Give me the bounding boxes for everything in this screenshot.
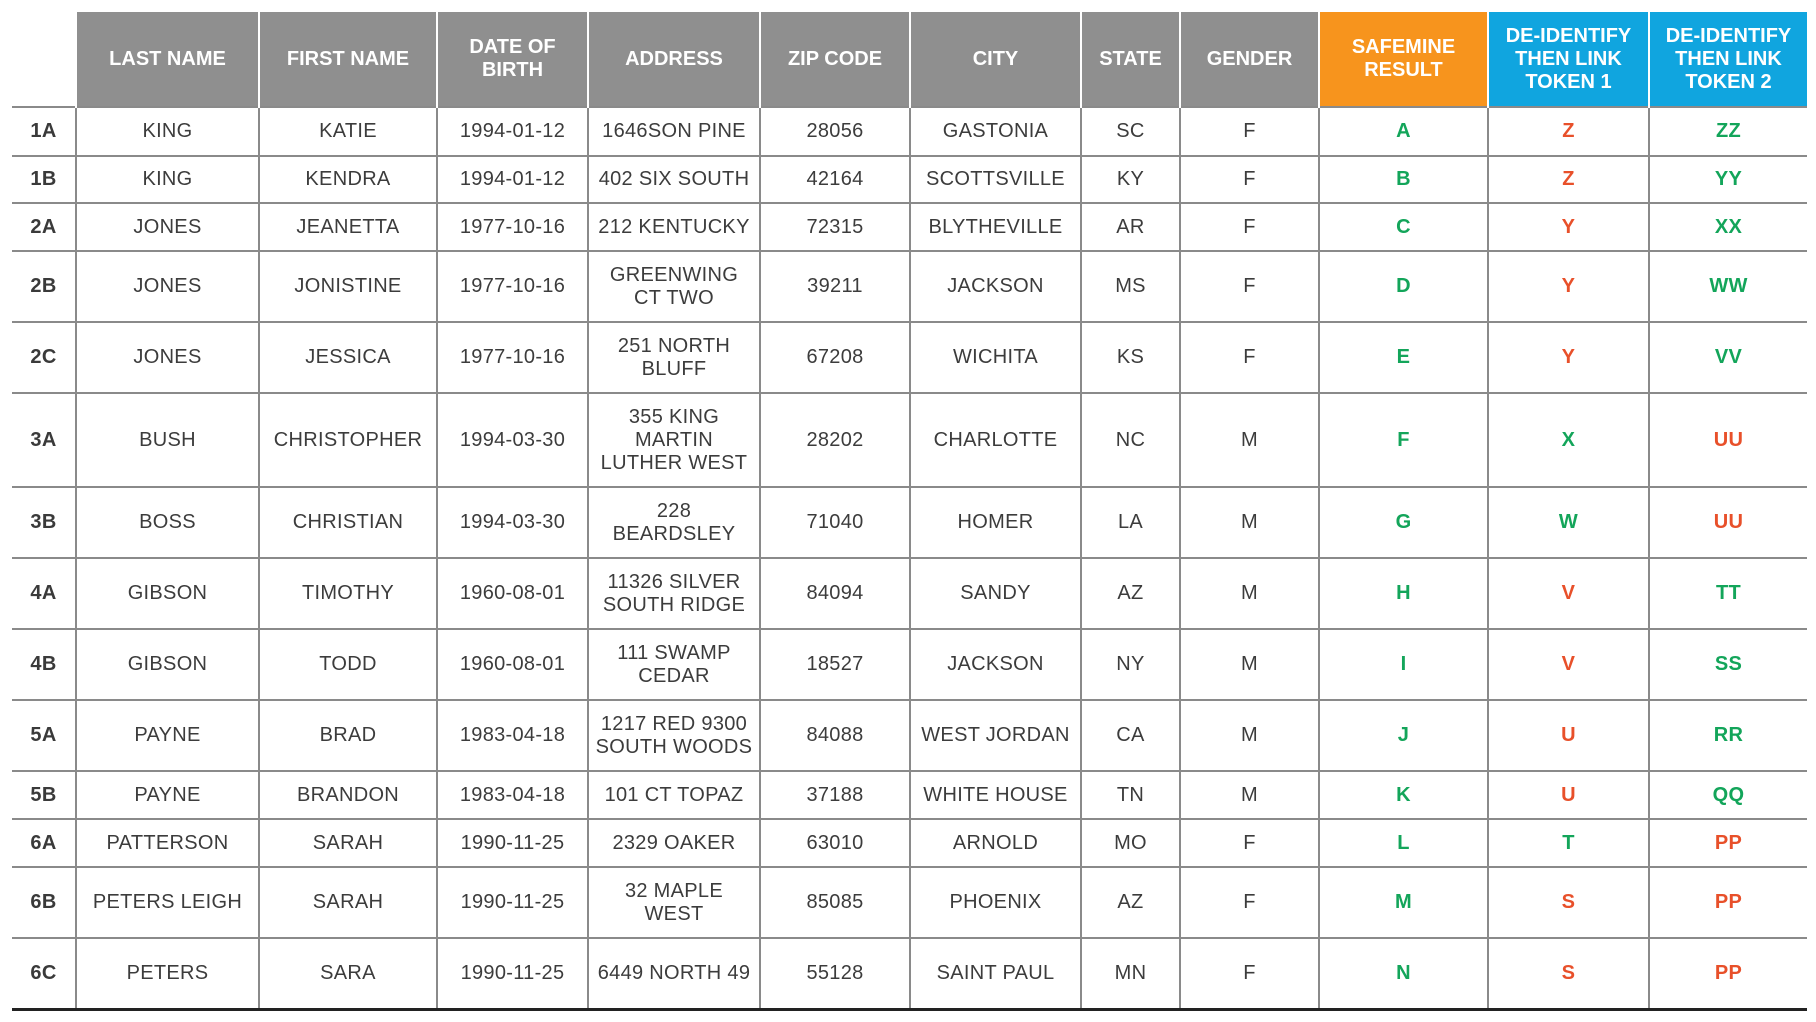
gender-cell: F [1180,938,1319,1009]
zip-code-cell: 39211 [760,251,910,322]
address-cell: 32 MAPLE WEST [588,867,760,938]
dob-cell: 1994-01-12 [437,107,588,156]
dob-cell: 1977-10-16 [437,322,588,393]
state-cell: MS [1081,251,1180,322]
first-name-cell: KENDRA [259,156,437,203]
address-cell: 101 CT TOPAZ [588,771,760,819]
state-cell: NC [1081,393,1180,487]
city-cell: ARNOLD [910,819,1081,867]
city-cell: WEST JORDAN [910,700,1081,771]
safemine-result-cell: F [1319,393,1488,487]
row-id-cell: 2B [12,251,76,322]
row-id-cell: 3B [12,487,76,558]
zip-code-cell: 84094 [760,558,910,629]
address-cell: 1646SON PINE [588,107,760,156]
first-name-cell: TODD [259,629,437,700]
last-name-cell: JONES [76,322,259,393]
first-name-cell: JONISTINE [259,251,437,322]
city-cell: PHOENIX [910,867,1081,938]
dob-cell: 1994-03-30 [437,487,588,558]
city-cell: CHARLOTTE [910,393,1081,487]
row-id-cell: 4A [12,558,76,629]
last-name-cell: GIBSON [76,558,259,629]
zip-code-cell: 28056 [760,107,910,156]
row-id-cell: 5B [12,771,76,819]
token-1-cell: T [1488,819,1649,867]
city-cell: GASTONIA [910,107,1081,156]
token-2-cell: XX [1649,203,1807,251]
dob-cell: 1983-04-18 [437,771,588,819]
token-2-cell: ZZ [1649,107,1807,156]
token-2-cell: PP [1649,938,1807,1009]
safemine-result-cell: J [1319,700,1488,771]
token-2-cell: QQ [1649,771,1807,819]
last-name-cell: PAYNE [76,700,259,771]
table-row [12,487,1807,558]
zip-code-cell: 71040 [760,487,910,558]
safemine-result-cell: A [1319,107,1488,156]
table-row [12,629,1807,700]
row-id-cell: 6B [12,867,76,938]
address-header: ADDRESS [588,12,760,107]
table-header [12,12,1807,107]
dob-cell: 1983-04-18 [437,700,588,771]
token-1-header: DE-IDENTIFY THEN LINK TOKEN 1 [1488,12,1649,107]
table-row [12,700,1807,771]
row-id-cell: 1B [12,156,76,203]
token-1-cell: W [1488,487,1649,558]
state-cell: AR [1081,203,1180,251]
zip-code-cell: 63010 [760,819,910,867]
gender-cell: M [1180,558,1319,629]
gender-cell: F [1180,203,1319,251]
dob-cell: 1977-10-16 [437,203,588,251]
city-cell: BLYTHEVILLE [910,203,1081,251]
state-cell: CA [1081,700,1180,771]
state-cell: AZ [1081,558,1180,629]
token-2-cell: SS [1649,629,1807,700]
gender-cell: M [1180,700,1319,771]
table-row [12,156,1807,203]
address-cell: 111 SWAMP CEDAR [588,629,760,700]
state-cell: MO [1081,819,1180,867]
zip-code-header: ZIP CODE [760,12,910,107]
city-header: CITY [910,12,1081,107]
token-2-cell: WW [1649,251,1807,322]
token-1-cell: Y [1488,203,1649,251]
token-2-cell: TT [1649,558,1807,629]
gender-cell: F [1180,322,1319,393]
safemine-result-header: SAFEMINE RESULT [1319,12,1488,107]
last-name-cell: PATTERSON [76,819,259,867]
table-row [12,867,1807,938]
state-cell: TN [1081,771,1180,819]
address-cell: 228 BEARDSLEY [588,487,760,558]
token-2-cell: RR [1649,700,1807,771]
gender-cell: M [1180,393,1319,487]
first-name-header: FIRST NAME [259,12,437,107]
dob-cell: 1960-08-01 [437,558,588,629]
token-1-cell: Z [1488,107,1649,156]
last-name-cell: PAYNE [76,771,259,819]
last-name-header: LAST NAME [76,12,259,107]
row-id-cell: 1A [12,107,76,156]
token-2-cell: UU [1649,487,1807,558]
row-id-cell: 6A [12,819,76,867]
gender-header: GENDER [1180,12,1319,107]
first-name-cell: CHRISTIAN [259,487,437,558]
address-cell: 212 KENTUCKY [588,203,760,251]
dob-cell: 1960-08-01 [437,629,588,700]
state-cell: MN [1081,938,1180,1009]
safemine-result-cell: D [1319,251,1488,322]
city-cell: WICHITA [910,322,1081,393]
table-row [12,322,1807,393]
safemine-result-cell: N [1319,938,1488,1009]
last-name-cell: KING [76,107,259,156]
table-row [12,203,1807,251]
safemine-result-cell: H [1319,558,1488,629]
zip-code-cell: 84088 [760,700,910,771]
safemine-result-cell: C [1319,203,1488,251]
gender-cell: M [1180,487,1319,558]
dob-cell: 1990-11-25 [437,819,588,867]
safemine-result-cell: E [1319,322,1488,393]
city-cell: SAINT PAUL [910,938,1081,1009]
dob-cell: 1977-10-16 [437,251,588,322]
token-1-cell: X [1488,393,1649,487]
city-cell: JACKSON [910,629,1081,700]
state-cell: KS [1081,322,1180,393]
safemine-result-cell: L [1319,819,1488,867]
safemine-result-cell: G [1319,487,1488,558]
dob-cell: 1990-11-25 [437,867,588,938]
address-cell: 2329 OAKER [588,819,760,867]
last-name-cell: GIBSON [76,629,259,700]
token-2-cell: YY [1649,156,1807,203]
token-1-cell: V [1488,629,1649,700]
city-cell: SCOTTSVILLE [910,156,1081,203]
token-2-cell: UU [1649,393,1807,487]
row-id-cell: 3A [12,393,76,487]
token-2-cell: VV [1649,322,1807,393]
address-cell: 251 NORTH BLUFF [588,322,760,393]
first-name-cell: JEANETTA [259,203,437,251]
table-row [12,393,1807,487]
last-name-cell: JONES [76,251,259,322]
first-name-cell: CHRISTOPHER [259,393,437,487]
state-cell: KY [1081,156,1180,203]
zip-code-cell: 67208 [760,322,910,393]
record-linkage-table-container [12,12,1807,1011]
last-name-cell: BOSS [76,487,259,558]
state-cell: SC [1081,107,1180,156]
token-1-cell: S [1488,938,1649,1009]
zip-code-cell: 85085 [760,867,910,938]
token-1-cell: U [1488,700,1649,771]
first-name-cell: SARAH [259,819,437,867]
dob-header: DATE OF BIRTH [437,12,588,107]
gender-cell: M [1180,629,1319,700]
table-row [12,819,1807,867]
first-name-cell: TIMOTHY [259,558,437,629]
token-2-header: DE-IDENTIFY THEN LINK TOKEN 2 [1649,12,1807,107]
last-name-cell: PETERS LEIGH [76,867,259,938]
row-id-header [12,12,76,107]
table-row [12,771,1807,819]
gender-cell: M [1180,771,1319,819]
table-row [12,251,1807,322]
address-cell: GREENWING CT TWO [588,251,760,322]
gender-cell: F [1180,251,1319,322]
first-name-cell: BRAD [259,700,437,771]
address-cell: 1217 RED 9300 SOUTH WOODS [588,700,760,771]
last-name-cell: BUSH [76,393,259,487]
token-2-cell: PP [1649,867,1807,938]
first-name-cell: JESSICA [259,322,437,393]
token-2-cell: PP [1649,819,1807,867]
token-1-cell: S [1488,867,1649,938]
last-name-cell: KING [76,156,259,203]
zip-code-cell: 42164 [760,156,910,203]
zip-code-cell: 37188 [760,771,910,819]
first-name-cell: SARAH [259,867,437,938]
dob-cell: 1994-03-30 [437,393,588,487]
gender-cell: F [1180,819,1319,867]
safemine-result-cell: M [1319,867,1488,938]
dob-cell: 1990-11-25 [437,938,588,1009]
gender-cell: F [1180,156,1319,203]
zip-code-cell: 72315 [760,203,910,251]
address-cell: 402 SIX SOUTH [588,156,760,203]
table-body [12,107,1807,1009]
safemine-result-cell: K [1319,771,1488,819]
address-cell: 11326 SILVER SOUTH RIDGE [588,558,760,629]
state-cell: AZ [1081,867,1180,938]
table-row [12,938,1807,1009]
address-cell: 355 KING MARTIN LUTHER WEST [588,393,760,487]
token-1-cell: Z [1488,156,1649,203]
city-cell: SANDY [910,558,1081,629]
city-cell: WHITE HOUSE [910,771,1081,819]
first-name-cell: SARA [259,938,437,1009]
token-1-cell: Y [1488,251,1649,322]
token-1-cell: V [1488,558,1649,629]
row-id-cell: 2A [12,203,76,251]
row-id-cell: 4B [12,629,76,700]
gender-cell: F [1180,867,1319,938]
last-name-cell: PETERS [76,938,259,1009]
zip-code-cell: 18527 [760,629,910,700]
first-name-cell: BRANDON [259,771,437,819]
header-row [12,12,1807,107]
gender-cell: F [1180,107,1319,156]
row-id-cell: 2C [12,322,76,393]
record-linkage-table [12,12,1807,1011]
token-1-cell: Y [1488,322,1649,393]
state-cell: LA [1081,487,1180,558]
address-cell: 6449 NORTH 49 [588,938,760,1009]
table-row [12,107,1807,156]
city-cell: HOMER [910,487,1081,558]
city-cell: JACKSON [910,251,1081,322]
safemine-result-cell: I [1319,629,1488,700]
state-cell: NY [1081,629,1180,700]
first-name-cell: KATIE [259,107,437,156]
safemine-result-cell: B [1319,156,1488,203]
table-row [12,558,1807,629]
token-1-cell: U [1488,771,1649,819]
zip-code-cell: 28202 [760,393,910,487]
zip-code-cell: 55128 [760,938,910,1009]
state-header: STATE [1081,12,1180,107]
last-name-cell: JONES [76,203,259,251]
row-id-cell: 6C [12,938,76,1009]
row-id-cell: 5A [12,700,76,771]
dob-cell: 1994-01-12 [437,156,588,203]
